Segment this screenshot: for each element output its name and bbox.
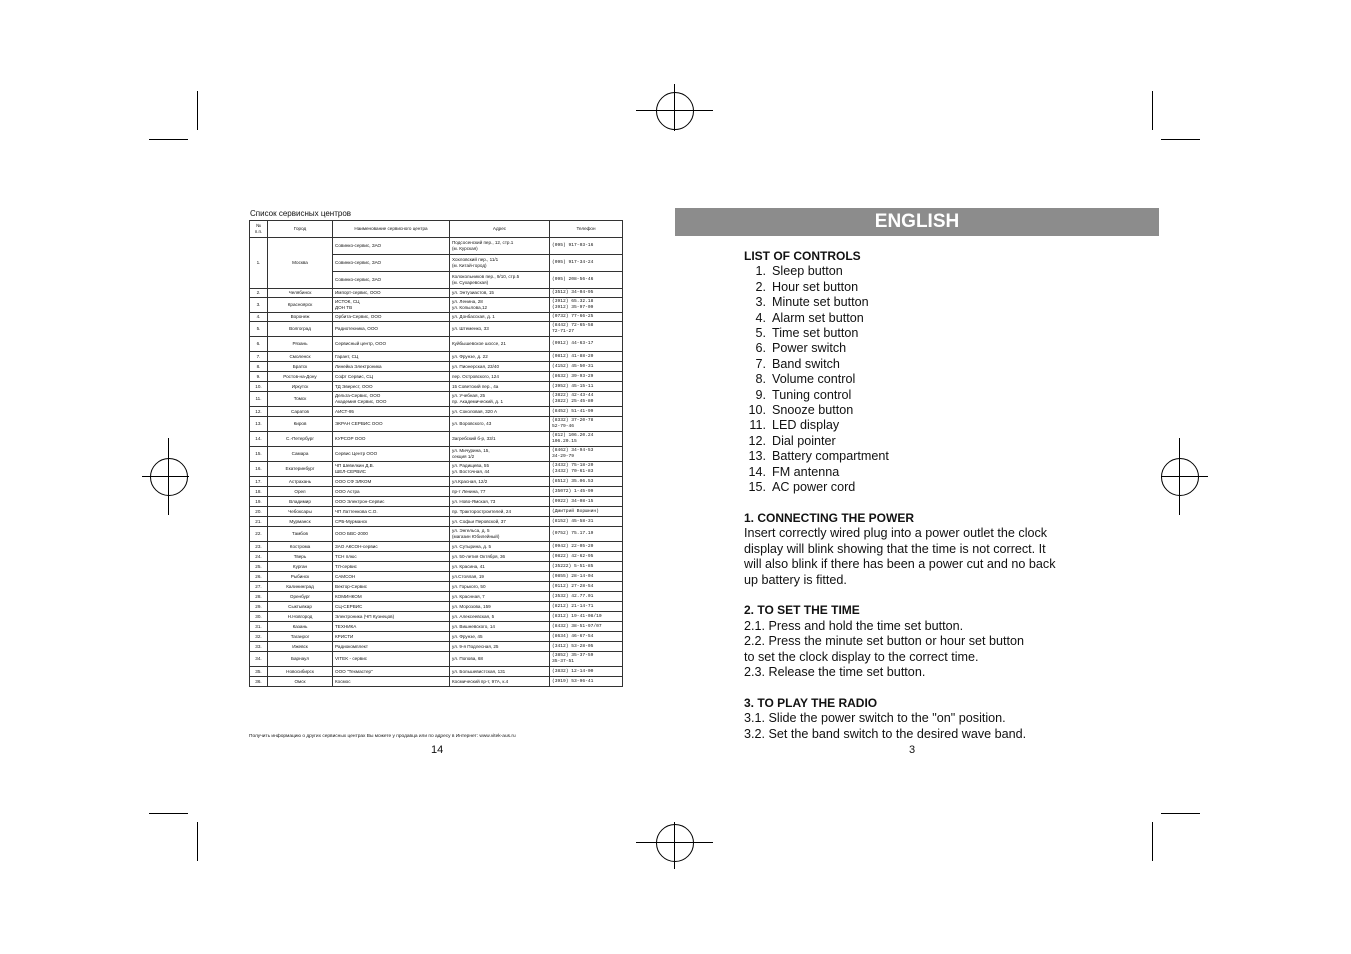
list-item-number: 7. bbox=[755, 356, 766, 371]
cell-address: ул. Соколовая, 320 А bbox=[450, 407, 550, 417]
cell-city: Чебоксары bbox=[268, 507, 333, 517]
cell-center-name: ЧП Латтенкова С.О. bbox=[333, 507, 450, 517]
cell-address: Подсосенский пер., 12, стр.1 (м. Курская) bbox=[450, 238, 550, 255]
list-item bbox=[744, 341, 1089, 356]
list-item bbox=[744, 434, 1089, 449]
cell-center-name: ЭКРАН СЕРВИС ООО bbox=[333, 417, 450, 432]
table-row bbox=[250, 517, 623, 527]
list-item-number: 9. bbox=[755, 387, 766, 402]
cell-phone: (3919) 53-96-41 bbox=[550, 677, 623, 687]
cell-number: 29. bbox=[250, 602, 268, 612]
cell-phone: (3912) 65.32.18 (3912) 35-97-09 bbox=[550, 298, 623, 313]
cell-number: 22. bbox=[250, 527, 268, 542]
cell-city: Волгоград bbox=[268, 322, 333, 337]
cell-address: Куйбышевское шоссе, 21 bbox=[450, 337, 550, 352]
cell-address: ул. Попова, 68 bbox=[450, 652, 550, 667]
cell-phone: (8634) 46-67-54 bbox=[550, 632, 623, 642]
cell-center-name: Совинко-сервис, ЗАО bbox=[333, 238, 450, 255]
cell-address: ул. Фрунзе, 45 bbox=[450, 632, 550, 642]
cell-number: 12. bbox=[250, 407, 268, 417]
section-text-line: 2.1. Press and hold the time set button. bbox=[744, 618, 964, 633]
cell-number: 30. bbox=[250, 612, 268, 622]
section-text-line: will also blink if there has been a power cut and no back bbox=[744, 557, 1056, 572]
list-item-label: Band switch bbox=[772, 356, 840, 371]
table-row bbox=[250, 352, 623, 362]
section-text-line: Insert correctly wired plug into a power outlet the clock bbox=[744, 526, 1048, 541]
cell-phone: (095) 917-03-16 bbox=[550, 238, 623, 255]
cell-phone: (0942) 22-05-20 bbox=[550, 542, 623, 552]
cell-number: 9. bbox=[250, 372, 268, 382]
table-row bbox=[250, 582, 623, 592]
table-row bbox=[250, 562, 623, 572]
cell-center-name: САМСОН bbox=[333, 572, 450, 582]
cell-city: Кострома bbox=[268, 542, 333, 552]
cell-city: Калининград bbox=[268, 582, 333, 592]
cell-center-name: ТЛ-сервис bbox=[333, 562, 450, 572]
cell-city: Томск bbox=[268, 392, 333, 407]
cell-number: 36. bbox=[250, 677, 268, 687]
cell-number: 28. bbox=[250, 592, 268, 602]
cell-phone: (35072) 1-45-99 bbox=[550, 487, 623, 497]
cell-address: ул. Донбасская, д. 1 bbox=[450, 313, 550, 322]
cell-address: ул.Красная, 12/2 bbox=[450, 477, 550, 487]
list-item-number: 8. bbox=[755, 372, 766, 387]
cell-number: 20. bbox=[250, 507, 268, 517]
cell-center-name: Вектор-Сервис bbox=[333, 582, 450, 592]
cell-address: Хохловский пер., 11/1 (м. Китай-город) bbox=[450, 255, 550, 272]
list-item-number: 14. bbox=[748, 464, 766, 479]
cell-phone: (8212) 21-14-71 bbox=[550, 602, 623, 612]
cell-city: Новосибирск bbox=[268, 667, 333, 677]
section-text-line: display will blink showing that the time is not correct. It bbox=[744, 541, 1046, 556]
language-header: ENGLISH bbox=[675, 208, 1159, 236]
table-row bbox=[250, 382, 623, 392]
cell-phone: (35222) 5-51-85 bbox=[550, 562, 623, 572]
cell-address: ул. Вишневского, 14 bbox=[450, 622, 550, 632]
cell-phone: (Дмитрий Воршнин) bbox=[550, 507, 623, 517]
cell-phone: (8152) 45-58-31 bbox=[550, 517, 623, 527]
list-item-label: Tuning control bbox=[772, 387, 852, 402]
instruction-sections bbox=[744, 496, 1089, 742]
cell-phone: (0855) 28-14-04 bbox=[550, 572, 623, 582]
cell-city: Владимир bbox=[268, 497, 333, 507]
cell-address: ул. Воровского, 43 bbox=[450, 417, 550, 432]
cell-number: 32. bbox=[250, 632, 268, 642]
table-row bbox=[250, 642, 623, 652]
section-text-line: up battery is fitted. bbox=[744, 572, 847, 587]
cell-address: ул. Большевистская, 131 bbox=[450, 667, 550, 677]
cell-address: ул. Ново-Ямская, 73 bbox=[450, 497, 550, 507]
list-item bbox=[744, 449, 1089, 464]
cell-address: ул. Красина, 41 bbox=[450, 562, 550, 572]
cell-number: 31. bbox=[250, 622, 268, 632]
cell-center-name: ТД Эверест, ООО bbox=[333, 382, 450, 392]
cell-center-name: ЧП Шевелкин Д.В. ШЕЛ-СЕРВИС bbox=[333, 462, 450, 477]
cell-city: Барнаул bbox=[268, 652, 333, 667]
header-address: Адрес bbox=[450, 221, 550, 238]
cell-phone: (3852) 35-37-59 35-37-51 bbox=[550, 652, 623, 667]
cell-city: Красноярск bbox=[268, 298, 333, 313]
cell-center-name: VITEK - сервис bbox=[333, 652, 450, 667]
cell-phone: (0912) 44-63-17 bbox=[550, 337, 623, 352]
cell-address: ул. Энгельса, д. 5 (магазин Юбилейный) bbox=[450, 527, 550, 542]
list-item-label: Battery compartment bbox=[772, 449, 889, 464]
cell-address: ул. Софьи Перовской, 37 bbox=[450, 517, 550, 527]
cell-city: Рыбинск bbox=[268, 572, 333, 582]
list-item-number: 5. bbox=[755, 326, 766, 341]
section-text-line: 2.2. Press the minute set button or hour set button bbox=[744, 634, 1025, 649]
list-item-number: 6. bbox=[755, 341, 766, 356]
cell-center-name: ИСТОК, СЦ ДОН ТВ bbox=[333, 298, 450, 313]
cell-number: 27. bbox=[250, 582, 268, 592]
cell-address: ул. Ленина, 28 ул. Копылова,12 bbox=[450, 298, 550, 313]
list-item-label: Alarm set button bbox=[772, 310, 864, 325]
list-item-number: 4. bbox=[755, 310, 766, 325]
table-row bbox=[250, 677, 623, 687]
list-item-label: Minute set button bbox=[772, 295, 869, 310]
table-row bbox=[250, 487, 623, 497]
cell-address: ул. Фрунзе, д. 22 bbox=[450, 352, 550, 362]
service-list-title: Список сервисных центров bbox=[250, 209, 352, 218]
list-item-number: 15. bbox=[748, 480, 766, 495]
cell-address: ул. Краснная, 7 bbox=[450, 592, 550, 602]
cell-number: 8. bbox=[250, 362, 268, 372]
list-item-number: 11. bbox=[749, 418, 766, 433]
cell-center-name: СРБ-Мурманск bbox=[333, 517, 450, 527]
service-centers-table bbox=[249, 220, 623, 687]
cell-city: Астрахань bbox=[268, 477, 333, 487]
cell-center-name: Электроника (ЧП Кузнецов) bbox=[333, 612, 450, 622]
cell-number: 3. bbox=[250, 298, 268, 313]
cell-center-name: Импорт-сервис, ООО bbox=[333, 289, 450, 298]
table-header-row bbox=[250, 221, 623, 238]
cell-phone: (0732) 77-66-25 bbox=[550, 313, 623, 322]
cell-center-name: КОМИНКОМ bbox=[333, 592, 450, 602]
cell-address: ул. Мичурина, 15, секция 1/2 bbox=[450, 447, 550, 462]
cell-center-name: Совинко-сервис, ЗАО bbox=[333, 255, 450, 272]
header-phone: Телефон bbox=[550, 221, 623, 238]
cell-phone: (095) 917-34-24 bbox=[550, 255, 623, 272]
cell-center-name: ТЕХНИКА bbox=[333, 622, 450, 632]
cell-center-name: ЗАО АКСОН-сервис bbox=[333, 542, 450, 552]
cell-address: ул. Морозова, 159 bbox=[450, 602, 550, 612]
cell-city: С.-Петербург bbox=[268, 432, 333, 447]
table-row bbox=[250, 417, 623, 432]
table-row bbox=[250, 667, 623, 677]
cell-number: 1. bbox=[250, 238, 268, 289]
cell-center-name: Сервисный центр, ООО bbox=[333, 337, 450, 352]
cell-center-name: Радиотехника, ООО bbox=[333, 322, 450, 337]
cell-center-name: СЦ-СЕРВИС bbox=[333, 602, 450, 612]
table-row bbox=[250, 652, 623, 667]
cell-city: Ростов-на-Дону bbox=[268, 372, 333, 382]
cell-city: Екатеринбург bbox=[268, 462, 333, 477]
cell-phone: (8632) 39-93-29 bbox=[550, 372, 623, 382]
list-item-label: Volume control bbox=[772, 372, 856, 387]
list-item-number: 10. bbox=[748, 403, 766, 418]
table-row bbox=[250, 289, 623, 298]
page-number-right: 3 bbox=[909, 744, 916, 756]
controls-list bbox=[744, 264, 1089, 495]
cell-phone: (3952) 45-15-11 bbox=[550, 382, 623, 392]
cell-address: Космический пр-т, 97А, к.4 bbox=[450, 677, 550, 687]
cell-center-name: ООО СФ ЭЛКОМ bbox=[333, 477, 450, 487]
cell-number: 19. bbox=[250, 497, 268, 507]
cell-address: пер. Островского, 124 bbox=[450, 372, 550, 382]
list-item bbox=[744, 480, 1089, 495]
list-item bbox=[744, 403, 1089, 418]
section-heading: 2. TO SET THE TIME bbox=[744, 603, 860, 618]
cell-phone: (8332) 37-20-78 52-79-46 bbox=[550, 417, 623, 432]
list-item-number: 12. bbox=[748, 433, 766, 448]
cell-phone: (3832) 12-14-00 bbox=[550, 667, 623, 677]
cell-center-name: Сервис Центр ООО bbox=[333, 447, 450, 462]
section-text-line: 3.1. Slide the power switch to the "on" position. bbox=[744, 711, 1006, 726]
list-item-label: FM antenna bbox=[772, 464, 840, 479]
cell-city: Челябинск bbox=[268, 289, 333, 298]
cell-city: Рязань bbox=[268, 337, 333, 352]
cell-city: Мурманск bbox=[268, 517, 333, 527]
table-row bbox=[250, 622, 623, 632]
cell-city: Сыктывкар bbox=[268, 602, 333, 612]
cell-phone: (0752) 75.17.19 bbox=[550, 527, 623, 542]
cell-city: Иркутск bbox=[268, 382, 333, 392]
cell-number: 33. bbox=[250, 642, 268, 652]
table-row bbox=[250, 372, 623, 382]
table-row bbox=[250, 407, 623, 417]
cell-number: 24. bbox=[250, 552, 268, 562]
cell-center-name: ООО Астра bbox=[333, 487, 450, 497]
cell-center-name: ООО Электрон-Сервис bbox=[333, 497, 450, 507]
cell-phone: (8462) 34-94-53 34-29-79 bbox=[550, 447, 623, 462]
cell-center-name: Радиокомплект bbox=[333, 642, 450, 652]
cell-phone: (8312) 19-41-08/10 bbox=[550, 612, 623, 622]
cell-city: Саратов bbox=[268, 407, 333, 417]
list-item bbox=[744, 388, 1089, 403]
section-text-line: to set the clock display to the correct time. bbox=[744, 649, 979, 664]
cell-address: Загребский б-р, 33/1 bbox=[450, 432, 550, 447]
cell-phone: (0822) 42-62-95 bbox=[550, 552, 623, 562]
cell-number: 10. bbox=[250, 382, 268, 392]
cell-address: пр-т Ленина, 77 bbox=[450, 487, 550, 497]
table-row bbox=[250, 552, 623, 562]
list-item bbox=[744, 280, 1089, 295]
list-item-number: 13. bbox=[748, 449, 766, 464]
cell-address: ул. Пионерская, 23/40 bbox=[450, 362, 550, 372]
cell-phone: (8452) 51-41-99 bbox=[550, 407, 623, 417]
cell-center-name: Линейка Электроника bbox=[333, 362, 450, 372]
cell-address: ул. Радищева, 55 ул. Восточная, 44 bbox=[450, 462, 550, 477]
cell-phone: (3512) 34-04-95 bbox=[550, 289, 623, 298]
table-row bbox=[250, 462, 623, 477]
cell-number: 25. bbox=[250, 562, 268, 572]
cell-address: ул. Алексеевская, 5 bbox=[450, 612, 550, 622]
table-row bbox=[250, 322, 623, 337]
cell-number: 11. bbox=[250, 392, 268, 407]
table-row bbox=[250, 238, 623, 255]
cell-city: Москва bbox=[268, 238, 333, 289]
list-item bbox=[744, 326, 1089, 341]
cell-number: 5. bbox=[250, 322, 268, 337]
cell-number: 7. bbox=[250, 352, 268, 362]
cell-city: Смоленск bbox=[268, 352, 333, 362]
cell-center-name: Дельта-Сервис, ООО Академия Сервис, ООО bbox=[333, 392, 450, 407]
cell-center-name: КРИСТИ bbox=[333, 632, 450, 642]
page-number-left: 14 bbox=[431, 744, 444, 756]
table-row bbox=[250, 477, 623, 487]
cell-city: Таганрог bbox=[268, 632, 333, 642]
list-item-label: Time set button bbox=[772, 326, 859, 341]
cell-phone: (3532) 42.77.01 bbox=[550, 592, 623, 602]
cell-phone: (8512) 35.06.53 bbox=[550, 477, 623, 487]
cell-number: 18. bbox=[250, 487, 268, 497]
section-heading: 1. CONNECTING THE POWER bbox=[744, 510, 915, 525]
cell-number: 21. bbox=[250, 517, 268, 527]
cell-phone: (095) 208-56-46 bbox=[550, 272, 623, 289]
cell-center-name: АИСТ-95 bbox=[333, 407, 450, 417]
cell-number: 13. bbox=[250, 417, 268, 432]
header-number: № п.п. bbox=[250, 221, 268, 238]
cell-city: Курган bbox=[268, 562, 333, 572]
cell-center-name: Космос bbox=[333, 677, 450, 687]
list-item bbox=[744, 295, 1089, 310]
cell-number: 14. bbox=[250, 432, 268, 447]
cell-city: Киров bbox=[268, 417, 333, 432]
list-item-label: Hour set button bbox=[772, 279, 859, 294]
cell-phone: (4152) 45-50-31 bbox=[550, 362, 623, 372]
section-heading: 3. TO PLAY THE RADIO bbox=[744, 695, 878, 710]
table-row bbox=[250, 432, 623, 447]
cell-number: 17. bbox=[250, 477, 268, 487]
section-text-line: 3.2. Set the band switch to the desired wave band. bbox=[744, 726, 1027, 741]
cell-center-name: Гарант, СЦ bbox=[333, 352, 450, 362]
cell-number: 15. bbox=[250, 447, 268, 462]
list-item-label: LED display bbox=[772, 418, 840, 433]
cell-phone: (812) 106.20.24 106.20.15 bbox=[550, 432, 623, 447]
list-item-number: 3. bbox=[755, 295, 766, 310]
table-row bbox=[250, 298, 623, 313]
cell-center-name: ООО БВС-2000 bbox=[333, 527, 450, 542]
cell-city: Тверь bbox=[268, 552, 333, 562]
table-row bbox=[250, 507, 623, 517]
table-row bbox=[250, 392, 623, 407]
list-item-label: Sleep button bbox=[772, 264, 843, 279]
cell-city: Орел bbox=[268, 487, 333, 497]
list-item-label: Power switch bbox=[772, 341, 847, 356]
list-item-label: Snooze button bbox=[772, 403, 854, 418]
table-row bbox=[250, 447, 623, 462]
cell-phone: (3822) 42-43-44 (3822) 25-45-80 bbox=[550, 392, 623, 407]
list-item bbox=[744, 357, 1089, 372]
table-row bbox=[250, 592, 623, 602]
cell-address: пр. Тракторостроителей, 24 bbox=[450, 507, 550, 517]
list-item-number: 2. bbox=[755, 279, 766, 294]
cell-center-name: КУРСОР ООО bbox=[333, 432, 450, 447]
table-row bbox=[250, 632, 623, 642]
cell-city: Тамбов bbox=[268, 527, 333, 542]
table-row bbox=[250, 602, 623, 612]
cell-address: ул. Сутырина, д. 5 bbox=[450, 542, 550, 552]
table-row bbox=[250, 527, 623, 542]
cell-number: 16. bbox=[250, 462, 268, 477]
cell-phone: (0112) 27-28-54 bbox=[550, 582, 623, 592]
cell-address: ул. Горького, 50 bbox=[450, 582, 550, 592]
table-row bbox=[250, 612, 623, 622]
list-item-number: 1. bbox=[755, 264, 766, 279]
cell-address: 15 Советский пер., 4а bbox=[450, 382, 550, 392]
cell-number: 34. bbox=[250, 652, 268, 667]
cell-center-name: Орбита-Сервис, ООО bbox=[333, 313, 450, 322]
cell-address: ул. 50-летия Октября, 36 bbox=[450, 552, 550, 562]
cell-center-name: ТСН плюс bbox=[333, 552, 450, 562]
cell-city: Н.Новгород bbox=[268, 612, 333, 622]
list-item bbox=[744, 311, 1089, 326]
cell-center-name: Софт Сервис, СЦ bbox=[333, 372, 450, 382]
cell-phone: (8442) 72-65-58 72-71-27 bbox=[550, 322, 623, 337]
cell-city: Оренбург bbox=[268, 592, 333, 602]
list-item bbox=[744, 465, 1089, 480]
cell-phone: (8432) 38-51-97/07 bbox=[550, 622, 623, 632]
cell-number: 2. bbox=[250, 289, 268, 298]
cell-address: ул. Энтузиастов, 15 bbox=[450, 289, 550, 298]
header-city: Город bbox=[268, 221, 333, 238]
cell-number: 35. bbox=[250, 667, 268, 677]
cell-city: Омск bbox=[268, 677, 333, 687]
cell-city: Воронеж bbox=[268, 313, 333, 322]
header-center-name: Наименование сервисного центра bbox=[333, 221, 450, 238]
cell-number: 4. bbox=[250, 313, 268, 322]
table-row bbox=[250, 337, 623, 352]
cell-address: Колокольников пер., 9/10, стр.5 (м. Сухаревская) bbox=[450, 272, 550, 289]
cell-number: 6. bbox=[250, 337, 268, 352]
cell-phone: (0812) 41-88-20 bbox=[550, 352, 623, 362]
list-item bbox=[744, 264, 1089, 279]
cell-number: 26. bbox=[250, 572, 268, 582]
cell-city: Казань bbox=[268, 622, 333, 632]
list-of-controls-heading: LIST OF CONTROLS bbox=[744, 249, 861, 263]
list-item-label: Dial pointer bbox=[772, 433, 836, 448]
cell-center-name: ООО "Техмастер" bbox=[333, 667, 450, 677]
list-item bbox=[744, 418, 1089, 433]
english-content bbox=[744, 249, 1089, 742]
list-item-label: AC power cord bbox=[772, 480, 856, 495]
table-row bbox=[250, 497, 623, 507]
cell-city: Братск bbox=[268, 362, 333, 372]
list-item bbox=[744, 372, 1089, 387]
table-row bbox=[250, 313, 623, 322]
cell-phone: (0922) 34-08-15 bbox=[550, 497, 623, 507]
cell-address: ул.Стоялая, 19 bbox=[450, 572, 550, 582]
cell-address: ул. Учебная, 25 пр. Академический, д. 1 bbox=[450, 392, 550, 407]
section-text-line: 2.3. Release the time set button. bbox=[744, 664, 926, 679]
cell-address: ул. 9-я Подлесная, 25 bbox=[450, 642, 550, 652]
cell-phone: (3432) 75-18-20 (3432) 70-61-83 bbox=[550, 462, 623, 477]
cell-city: Самара bbox=[268, 447, 333, 462]
cell-phone: (3412) 53-28-05 bbox=[550, 642, 623, 652]
table-row bbox=[250, 542, 623, 552]
table-row bbox=[250, 572, 623, 582]
table-row bbox=[250, 362, 623, 372]
cell-address: ул. Штеменко, 33 bbox=[450, 322, 550, 337]
cell-city: Ижевск bbox=[268, 642, 333, 652]
service-footer-note: Получить информацию о других сервисных центрах Вы можете у продавца или по адресу в Интернет: www.vitek-aus.ru bbox=[249, 734, 516, 739]
cell-center-name: Совинко-сервис, ЗАО bbox=[333, 272, 450, 289]
cell-number: 23. bbox=[250, 542, 268, 552]
